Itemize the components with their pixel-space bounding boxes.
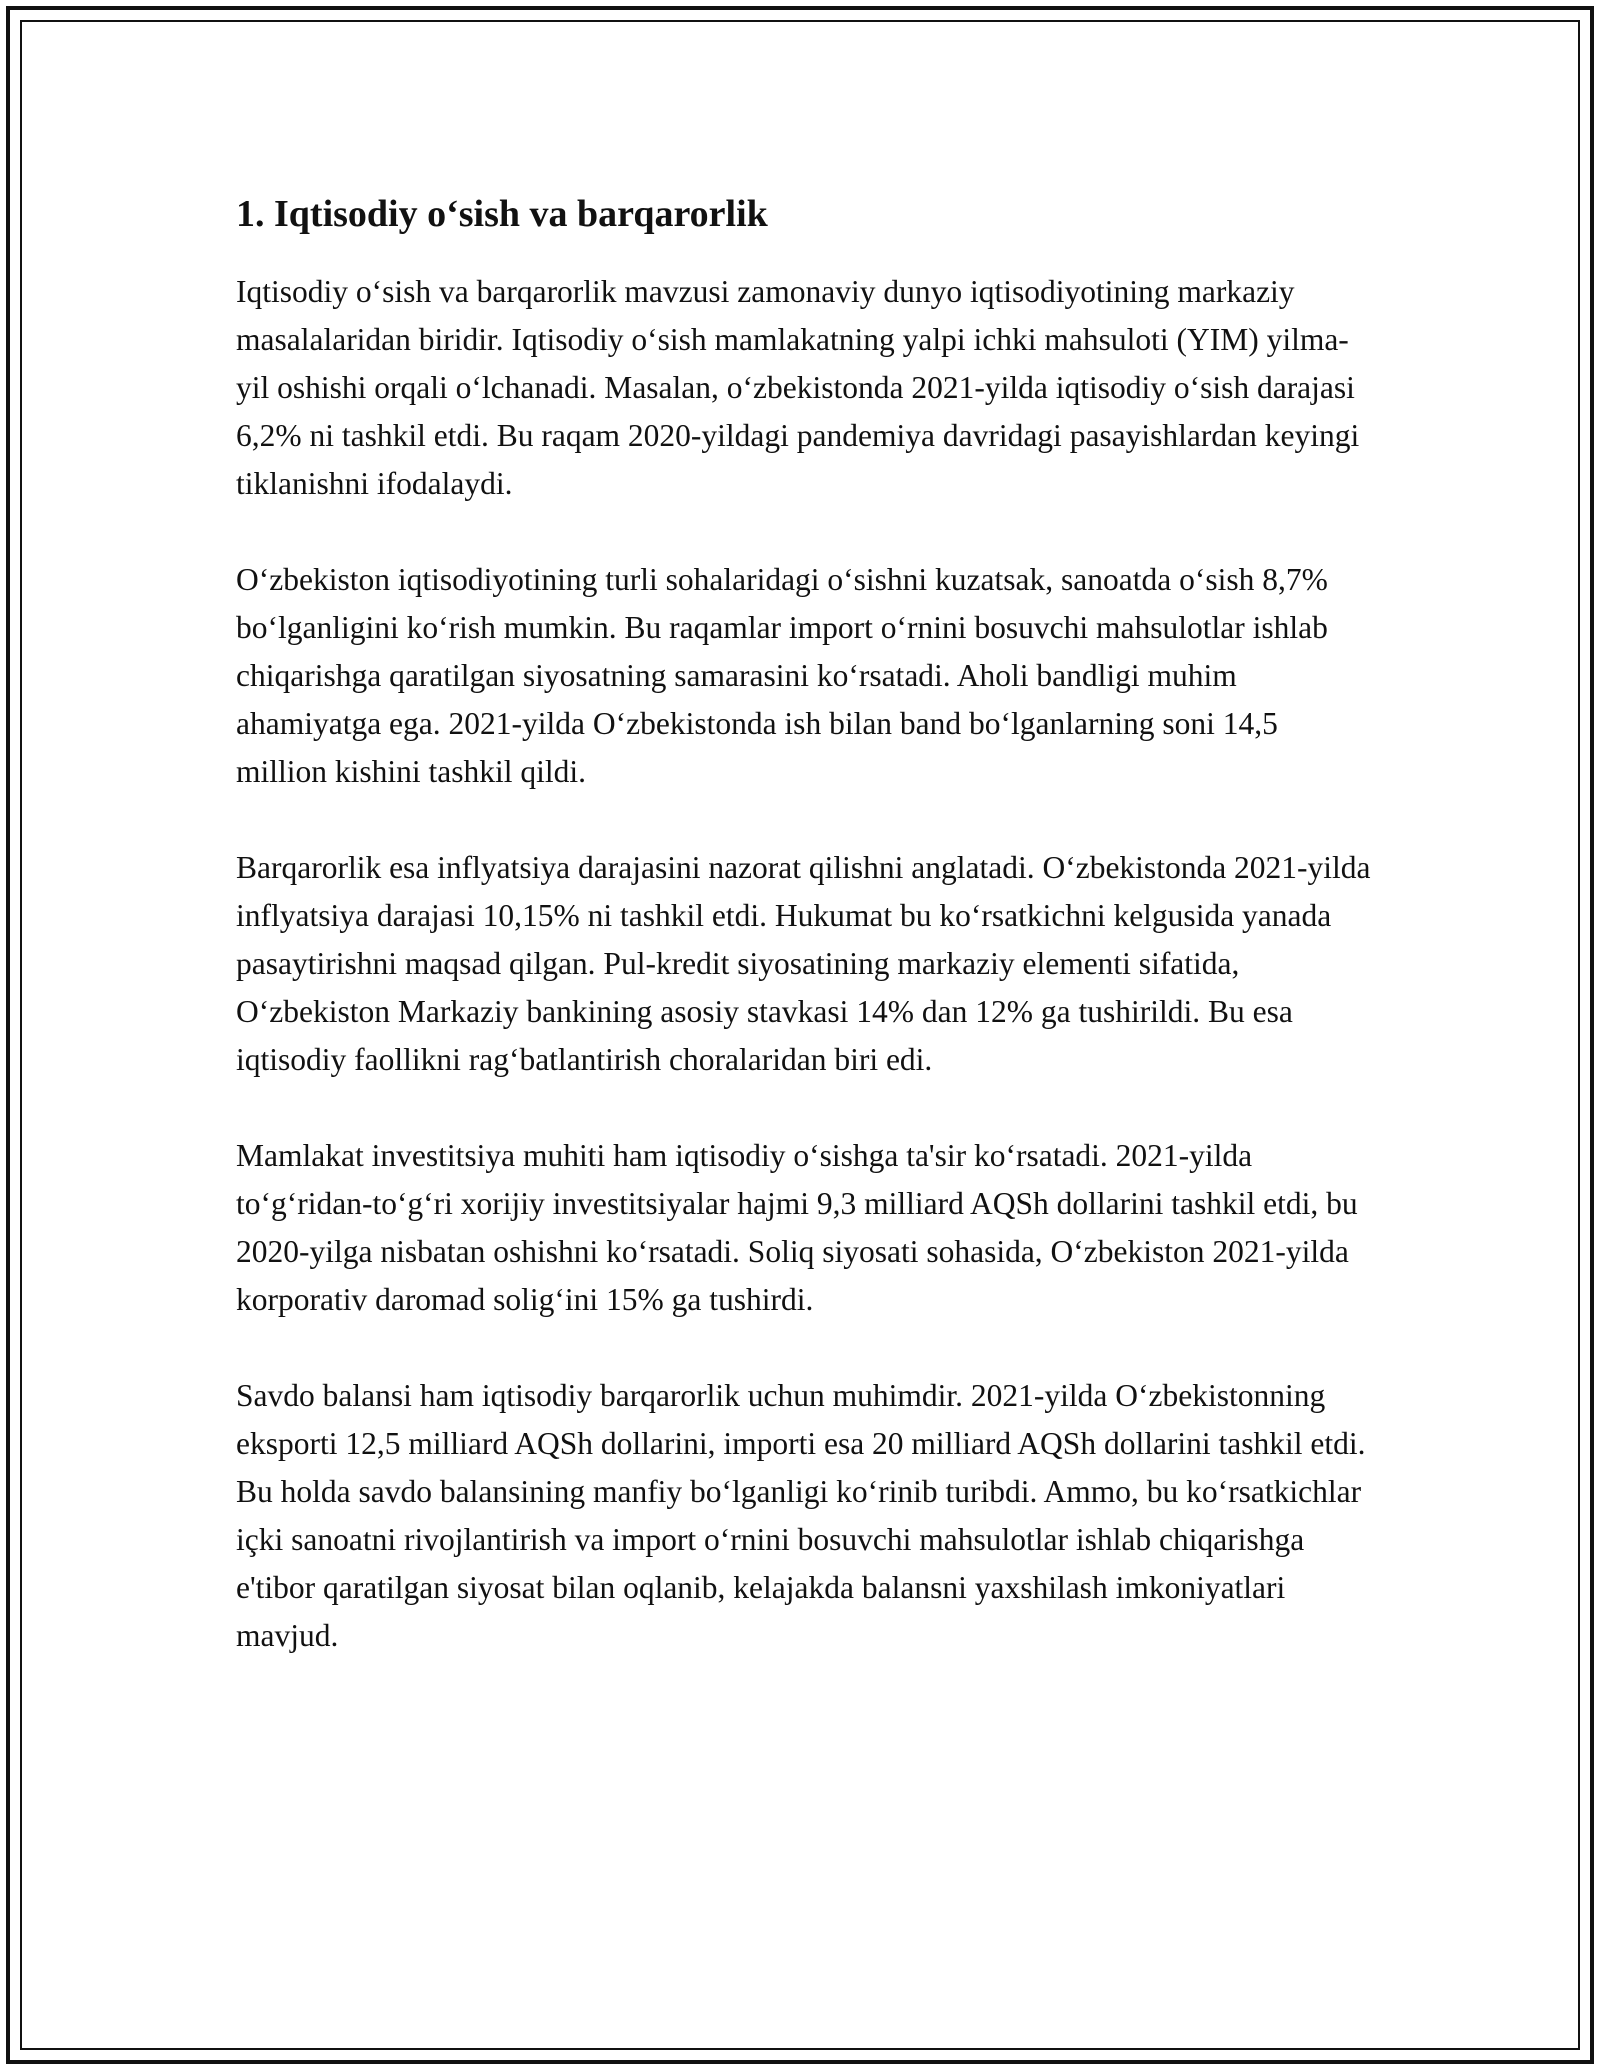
document-body bbox=[236, 190, 1376, 1708]
section-heading: 1. Iqtisodiy oʻsish va barqarorlik bbox=[236, 193, 768, 235]
paragraph-investment: Mamlakat investitsiya muhiti ham iqtisodiy oʻsishga ta'sir koʻrsatadi. 2021-yilda toʻgʻridan-toʻgʻri xorijiy investitsiyalar hajmi 9,3 milliard AQSh dollarini tashkil etdi, bu 2020-yilga nisbatan oshishni koʻrsatadi. Soliq siyosati sohasida, Oʻzbekiston 2021-yilda korporativ daromad soligʻini 15% ga tushirdi. bbox=[236, 1138, 1358, 1317]
paragraph-sector-growth: Oʻzbekiston iqtisodiyotining turli sohalaridagi oʻsishni kuzatsak, sanoatda oʻsish 8,7% boʻlganligini koʻrish mumkin. Bu raqamlar import oʻrnini bosuvchi mahsulotlar ishlab chiqarishga qaratilgan siyosatning samarasini koʻrsatadi. Aholi bandligi muhim ahamiyatga ega. 2021-yilda Oʻzbekistonda ish bilan band boʻlganlarning soni 14,5 million kishini tashkil qildi. bbox=[236, 562, 1328, 789]
paragraph-inflation-stability: Barqarorlik esa inflyatsiya darajasini nazorat qilishni anglatadi. Oʻzbekistonda 2021-yilda inflyatsiya darajasi 10,15% ni tashkil etdi. Hukumat bu koʻrsatkichni kelgusida yanada pasaytirishni maqsad qilgan. Pul-kredit siyosatining markaziy elementi sifatida, Oʻzbekiston Markaziy bankining asosiy stavkasi 14% dan 12% ga tushirildi. Bu esa iqtisodiy faollikni ragʻbatlantirish choralaridan biri edi. bbox=[236, 850, 1371, 1077]
paragraph-economic-growth: Iqtisodiy oʻsish va barqarorlik mavzusi zamonaviy dunyo iqtisodiyotining markaziy masalalaridan biridir. Iqtisodiy oʻsish mamlakatning yalpi ichki mahsuloti (YIM) yilma-yil oshishi orqali oʻlchanadi. Masalan, oʻzbekistonda 2021-yilda iqtisodiy oʻsish darajasi 6,2% ni tashkil etdi. Bu raqam 2020-yildagi pandemiya davridagi pasayishlardan keyingi tiklanishni ifodalaydi. bbox=[236, 274, 1360, 501]
paragraph-trade-balance: Savdo balansi ham iqtisodiy barqarorlik uchun muhimdir. 2021-yilda Oʻzbekistonning eksporti 12,5 milliard AQSh dollarini, importi esa 20 milliard AQSh dollarini tashkil etdi. Bu holda savdo balansining manfiy boʻlganligi koʻrinib turibdi. Ammo, bu koʻrsatkichlar içki sanoatni rivojlantirish va import oʻrnini bosuvchi mahsulotlar ishlab chiqarishga e'tibor qaratilgan siyosat bilan oqlanib, kelajakda balansni yaxshilash imkoniyatlari mavjud. bbox=[236, 1378, 1366, 1653]
